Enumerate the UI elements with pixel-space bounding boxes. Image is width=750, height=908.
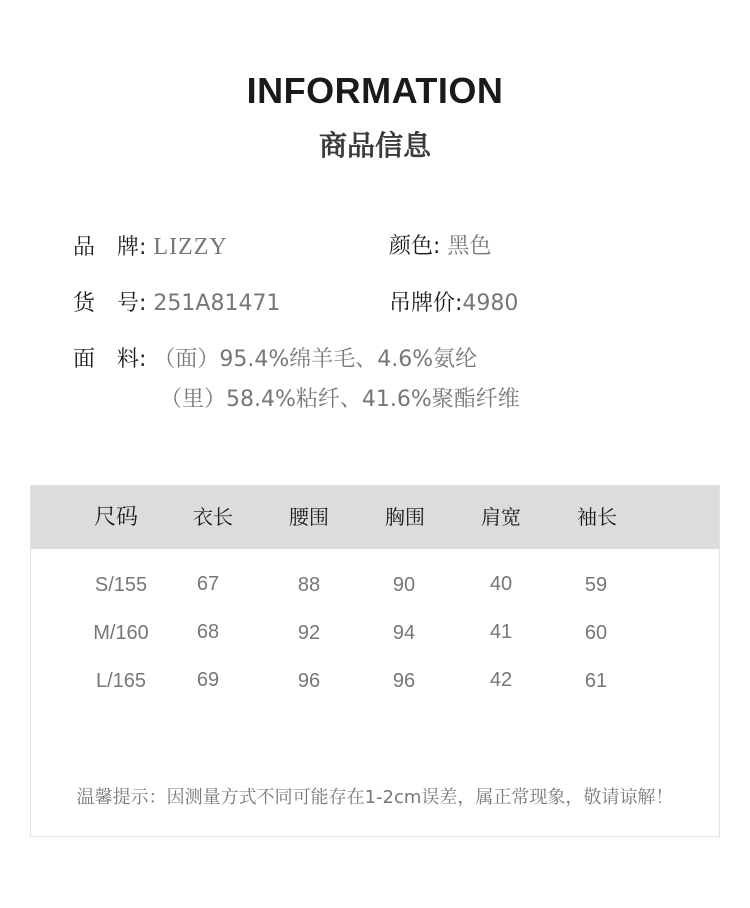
material-label: 面 料: xyxy=(73,347,154,372)
header-size: 尺码 xyxy=(93,505,138,530)
material-row xyxy=(73,346,477,374)
brand-label: 品 牌: xyxy=(73,235,154,260)
price-value: 4980 xyxy=(462,291,519,316)
title-english: INFORMATION xyxy=(246,70,504,111)
brand-row xyxy=(73,233,228,262)
cell-waist: 96 xyxy=(297,670,321,692)
cell-waist: 88 xyxy=(297,574,321,596)
title-chinese: 商品信息 xyxy=(318,129,431,162)
cell-size: S/155 xyxy=(94,574,148,596)
cell-length: 67 xyxy=(196,573,220,595)
price-row xyxy=(389,290,518,318)
cell-bust: 94 xyxy=(392,622,416,644)
material-lining-row xyxy=(160,386,520,414)
price-label: 吊牌价: xyxy=(389,291,463,316)
material-lining: （里）58.4%粘纤、41.6%聚酯纤维 xyxy=(160,387,520,412)
cell-bust: 96 xyxy=(392,670,416,692)
cell-waist: 92 xyxy=(297,622,321,644)
cell-sleeve: 59 xyxy=(584,574,608,596)
size-table-header xyxy=(31,486,719,549)
color-row xyxy=(389,233,491,261)
sku-label: 货 号: xyxy=(73,291,154,316)
cell-length: 69 xyxy=(196,669,220,691)
cell-sleeve: 60 xyxy=(584,622,608,644)
cell-length: 68 xyxy=(196,621,220,643)
brand-value: LIZZY xyxy=(153,234,228,260)
cell-sleeve: 61 xyxy=(584,670,608,692)
cell-shoulder: 42 xyxy=(489,669,513,691)
measurement-note: 温馨提示：因测量方式不同可能存在1-2cm误差，属正常现象，敬请谅解！ xyxy=(76,787,674,808)
sku-value: 251A81471 xyxy=(153,291,281,316)
header-bust: 胸围 xyxy=(385,505,425,529)
header-length: 衣长 xyxy=(193,505,233,529)
cell-size: L/165 xyxy=(95,670,147,692)
color-value: 黑色 xyxy=(447,234,492,259)
header-shoulder: 肩宽 xyxy=(481,505,521,529)
header-sleeve: 袖长 xyxy=(577,505,617,529)
cell-shoulder: 40 xyxy=(489,573,513,595)
cell-bust: 90 xyxy=(392,574,416,596)
header-waist: 腰围 xyxy=(289,505,329,529)
cell-shoulder: 41 xyxy=(489,621,513,643)
color-label: 颜色: xyxy=(389,234,448,259)
cell-size: M/160 xyxy=(93,622,149,644)
sku-row xyxy=(73,290,280,318)
material-outer: （面）95.4%绵羊毛、4.6%氨纶 xyxy=(153,347,478,372)
